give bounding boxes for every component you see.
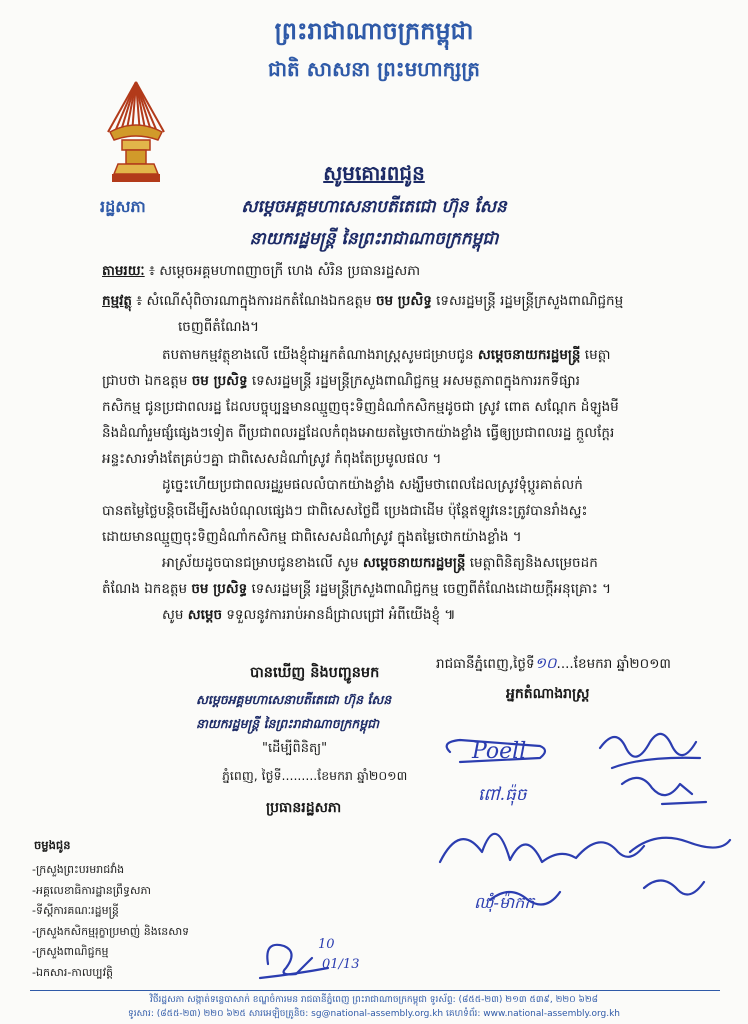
subject-post: ទេសរដ្ឋមន្ត្រី រដ្ឋមន្ត្រីក្រសួងពាណិជ្ជកម្ម [436,293,624,309]
signature-date-post: ខែមករា ឆ្នាំ២០១៣ [573,656,671,672]
p2-line3: ដោយមានឈ្មួញចុះទិញដំណាំកសិកម្ម ជាពិសេសដំណាំស្រូវ ក្នុងតម្លៃថោកយ៉ាងខ្លាំង ។ [102,529,522,545]
p4-text: សូម [162,607,184,623]
signature-3-text: ឈុំ-ម៉ាកក [474,893,535,912]
p3-line1 [102,550,662,576]
subject-line2: ចេញពីតំណែង។ [178,319,260,335]
forwarding-purpose: "ដើម្បីពិនិត្យ" [262,741,328,756]
cc-item: -ក្រសួងព្រះបរមរាជវាំង [32,863,125,876]
p4-bold: សម្ដេច [187,607,223,623]
via-text: ៖ សម្ដេចអគ្គមហាពញាចក្រី ហេង សំរិន ប្រធានរដ្ឋសភា [148,263,421,279]
cc-item: -ក្រសួងកសិកម្មរុក្ខាប្រមាញ់ និងនេសាទ [32,924,190,938]
p1-line1 [102,342,662,368]
p3-line1-end: មេត្តាពិនិត្យនិងសម្រេចដក [469,555,598,571]
cc-item: -ឯកសារ-កាលប្បវត្តិ [32,965,114,979]
subject-line [102,292,623,312]
p3-line1-bold: សម្ដេចនាយករដ្ឋមន្ត្រី [362,555,466,571]
signature-3-scribble [440,834,644,862]
p3-line2-text: តំណែង ឯកឧត្តម [102,581,188,597]
signature-date-day: ១០ [534,654,557,672]
signature-6 [644,880,704,894]
footer-address: វិថីរដ្ឋសភា សង្កាត់ទន្លេបាសាក់ ខណ្ឌចំការមន រាជធានីភ្នំពេញ ព្រះរាជាណាចក្រកម្ពុជា ទូរស័ព្ទ: (៨៥៥-២៣) ២១៣ ៥៣៩, ២២០ ៦២៨ [149,995,599,1005]
initials-date-bottom: 01/13 [322,957,360,972]
p1-line1-text: តបតាមកម្មវត្ថុខាងលើ យើងខ្ញុំជាអ្នកតំណាងរាស្ត្រសូមជម្រាបជូន [162,347,474,363]
forwarding-title: ប្រធានរដ្ឋសភា [266,800,342,816]
p3-line1-text: អាស្រ័យដូចបានជម្រាបជូនខាងលើ សូម [162,555,359,571]
forwarding-line2: សម្ដេចអគ្គមហាសេនាបតីតេជោ ហ៊ុន សែន [196,692,392,707]
forwarding-line1: បានឃើញ និងបញ្ជូនមក [250,665,380,681]
institution-label: រដ្ឋសភា [100,197,146,216]
p1-line3: កសិកម្ម ជូនប្រជាពលរដ្ឋ ដែលបច្ចុប្បន្នមានឈ្មួញចុះទិញដំណាំកសិកម្មដូចជា ស្រូវ ពោត សណ្ដែក ដំឡូងមី [102,399,619,415]
kingdom-title: ព្រះរាជាណាចក្រកម្ពុជា [274,17,474,45]
cc-item: -ក្រសួងពាណិជ្ជកម្ម [32,945,109,958]
signature-date-pre: រាជធានីភ្នំពេញ,ថ្ងៃទី [436,656,535,672]
p1-line1-end: មេត្តា [584,347,611,363]
forwarding-date: ភ្នំពេញ, ថ្ងៃទី.........ខែមករា ឆ្នាំ២០១៣ [222,768,408,783]
subject-pre: ៖ សំណើសុំពិចារណាក្នុងការដកតំណែងឯកឧត្តម [136,293,372,309]
addressee-greeting: សូមគោរពជូន [323,161,425,185]
forwarding-line3: នាយករដ្ឋមន្ត្រី នៃព្រះរាជាណាចក្រកម្ពុជា [196,716,380,731]
p1-line4: និងដំណាំរួមផ្សំផ្សេងៗទៀត ពីប្រជាពលរដ្ឋដែលកំពុងអោយតម្លៃថោកយ៉ាងខ្លាំង ធ្វើឲ្យប្រជាពលរដ្ឋ ក្ដួលក្ដែរ [102,425,615,441]
handwritten-initials [256,928,376,984]
signature-4 [630,838,730,852]
cc-item: -អគ្គលេខាធិការដ្ឋានព្រឹទ្ធសភា [32,883,151,897]
representative-signatures [430,712,740,912]
p1-line5: អន្ទះសារទាំងតែគ្រប់ៗគ្នា ជាពិសេសដំណាំស្រូវ កំពុងតែប្រមូលផល ។ [102,451,442,467]
motto-title: ជាតិ សាសនា ព្រះមហាក្សត្រ [268,57,480,81]
p2-line2: បានតម្លៃថ្លៃបន្តិចដើម្បីសងបំណុលផ្សេងៗ ជាពិសេសថ្លៃជី ប្រេងជាដើម ប៉ុន្តែឥឡូវនេះត្រូវបានរាំងស្ទះ [102,503,588,519]
via-line [102,262,420,282]
p4-line [102,602,662,628]
cc-title: ចម្លងជូន [34,838,71,852]
via-label: តាមរយៈ [102,263,145,279]
signature-1-sub: ពៅ.ធ៉ុច [478,785,527,805]
signature-2b [622,778,706,804]
p2-line1: ដូច្នេះហើយប្រជាពលរដ្ឋរួមផលលំបាកយ៉ាងខ្លាំង សង្ឃឹមថាពេលដែលស្រូវទុំប្ដូរគាត់លក់ [162,477,583,493]
subject-label: កម្មវត្ថុ [102,293,132,309]
p1-line2-text: ជ្រាបថា ឯកឧត្តម [102,373,188,389]
p1-line2-end: ទេសរដ្ឋមន្ត្រី រដ្ឋមន្ត្រីក្រសួងពាណិជ្ជកម្ម អសមត្ថភាពក្នុងការរកទីផ្សារ [251,373,580,389]
addressee-title: នាយករដ្ឋមន្ត្រី នៃព្រះរាជាណាចក្រកម្ពុជា [249,229,499,249]
p1-line2-name: ចម ប្រសិទ្ធ [191,373,248,389]
p1-line1-bold: សម្ដេចនាយករដ្ឋមន្ត្រី [477,347,581,363]
p4-end: ទទួលនូវការរាប់អានដ៏ជ្រាលជ្រៅ អំពីយើងខ្ញុំ ៕ [226,607,456,623]
p1-line2 [102,368,662,394]
cc-list [32,860,189,983]
footer-divider [30,990,720,991]
signature-title: អ្នកតំណាងរាស្ត្រ [506,686,590,702]
signature-2 [600,734,700,768]
subject-name: ចម ប្រសិទ្ធ [375,293,432,309]
cc-item: -ទីស្ដីការគណៈរដ្ឋមន្ត្រី [32,904,119,917]
signature-date: រាជធានីភ្នំពេញ,ថ្ងៃទី១០....ខែមករា ឆ្នាំ២០១៣ [436,654,671,672]
p3-line2-name: ចម ប្រសិទ្ធ [191,581,248,597]
initials-date-top: 10 [318,937,335,952]
addressee-name: សម្ដេចអគ្គមហាសេនាបតីតេជោ ហ៊ុន សែន [241,197,507,217]
p3-line2-end: ទេសរដ្ឋមន្ត្រី រដ្ឋមន្ត្រីក្រសួងពាណិជ្ជកម្ម ចេញពីតំណែងដោយក្ដីអនុគ្រោះ ។ [251,581,612,597]
signature-1-text: Poell [472,739,527,764]
letter-body [102,342,662,628]
p3-line2 [102,576,662,602]
footer-contact: ទូរសារ: (៨៥៥-២៣) ២២០ ៦២៥ សារអេឡិចត្រូនិច: sg@national-assembly.org.kh គេហទំព័រ: www.national-assembly.org.kh [127,1009,621,1019]
